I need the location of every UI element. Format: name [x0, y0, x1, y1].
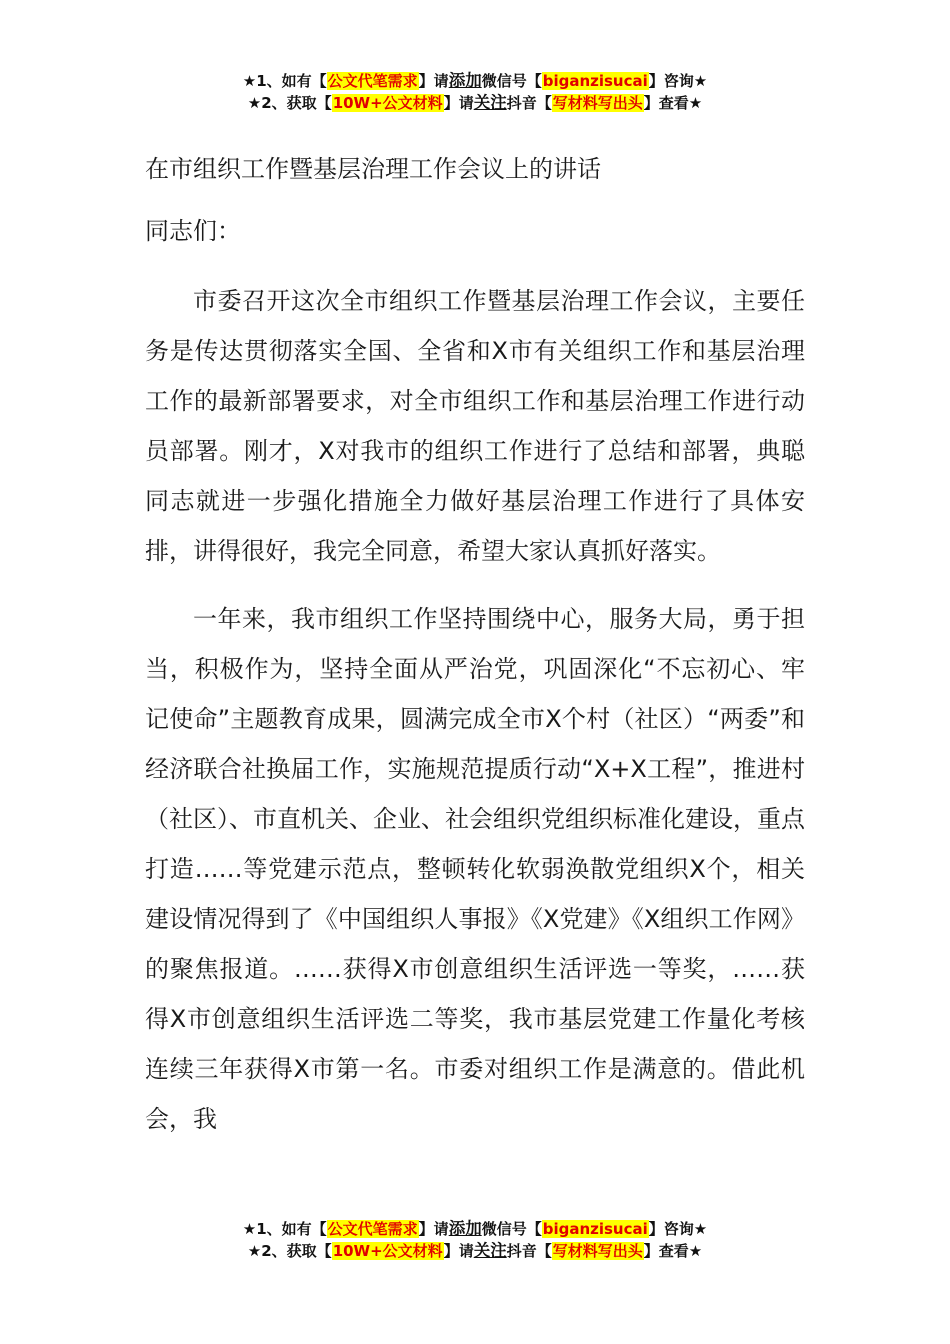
banner-text: 微信号【 [481, 1220, 542, 1238]
banner-text: 微信号【 [481, 72, 542, 90]
banner-text: 】查看★ [643, 1242, 703, 1260]
banner-line-1 [0, 1218, 950, 1240]
highlight-douyin-account: 写材料写出头 [552, 1242, 643, 1260]
banner-text: 抖音【 [506, 94, 552, 112]
banner-text: 】咨询★ [648, 72, 708, 90]
document-body [145, 144, 805, 1144]
banner-text: ★1、如有【 [242, 1220, 327, 1238]
banner-line-1 [0, 70, 950, 92]
banner-text: 】请 [418, 1220, 449, 1238]
banner-text: 】请 [443, 1242, 474, 1260]
banner-text: 】请 [418, 72, 449, 90]
banner-text: 】请 [443, 94, 474, 112]
underlined-text: 添加 [448, 1219, 482, 1238]
banner-text: ★2、获取【 [247, 1242, 332, 1260]
banner-line-2 [0, 92, 950, 114]
paragraph: 市委召开这次全市组织工作暨基层治理工作会议，主要任务是传达贯彻落实全国、全省和X市有关组织工作和基层治理工作的最新部署要求，对全市组织工作和基层治理工作进行动员部署。刚才，X对我市的组织工作进行了总结和部署，典聪同志就进一步强化措施全力做好基层治理工作进行了具体安排，讲得很好，我完全同意，希望大家认真抓好落实。 [145, 287, 805, 565]
greeting: 同志们： [145, 217, 241, 245]
highlight-wechat-id: biganzisucai [542, 1220, 648, 1238]
highlight-materials: 10W+公文材料 [332, 94, 443, 112]
footer-banner [0, 1218, 950, 1262]
banner-text: ★2、获取【 [247, 94, 332, 112]
underlined-text: 添加 [448, 71, 482, 90]
document-title: 在市组织工作暨基层治理工作会议上的讲话 [145, 155, 601, 183]
highlight-materials: 10W+公文材料 [332, 1242, 443, 1260]
highlight-wechat-id: biganzisucai [542, 72, 648, 90]
banner-line-2 [0, 1240, 950, 1262]
paragraph: 一年来，我市组织工作坚持围绕中心，服务大局，勇于担当，积极作为，坚持全面从严治党，巩固深化“不忘初心、牢记使命”主题教育成果，圆满完成全市X个村（社区）“两委”和经济联合社换届工作，实施规范提质行动“X+X工程”，推进村（社区）、市直机关、企业、社会组织党组织标准化建设，重点打造……等党建示范点，整顿转化软弱涣散党组织X个，相关建设情况得到了《中国组织人事报》《X党建》《X组织工作网》的聚焦报道。……获得X市创意组织生活评选一等奖，……获得X市创意组织生活评选二等奖，我市基层党建工作量化考核连续三年获得X市第一名。市委对组织工作是满意的。借此机会，我 [145, 605, 805, 1133]
highlight-douyin-account: 写材料写出头 [552, 94, 643, 112]
underlined-text: 关注 [473, 93, 507, 112]
banner-text: 抖音【 [506, 1242, 552, 1260]
highlight-service: 公文代笔需求 [327, 72, 418, 90]
banner-text: 】查看★ [643, 94, 703, 112]
underlined-text: 关注 [473, 1241, 507, 1260]
highlight-service: 公文代笔需求 [327, 1220, 418, 1238]
banner-text: 】咨询★ [648, 1220, 708, 1238]
banner-text: ★1、如有【 [242, 72, 327, 90]
header-banner [0, 70, 950, 114]
